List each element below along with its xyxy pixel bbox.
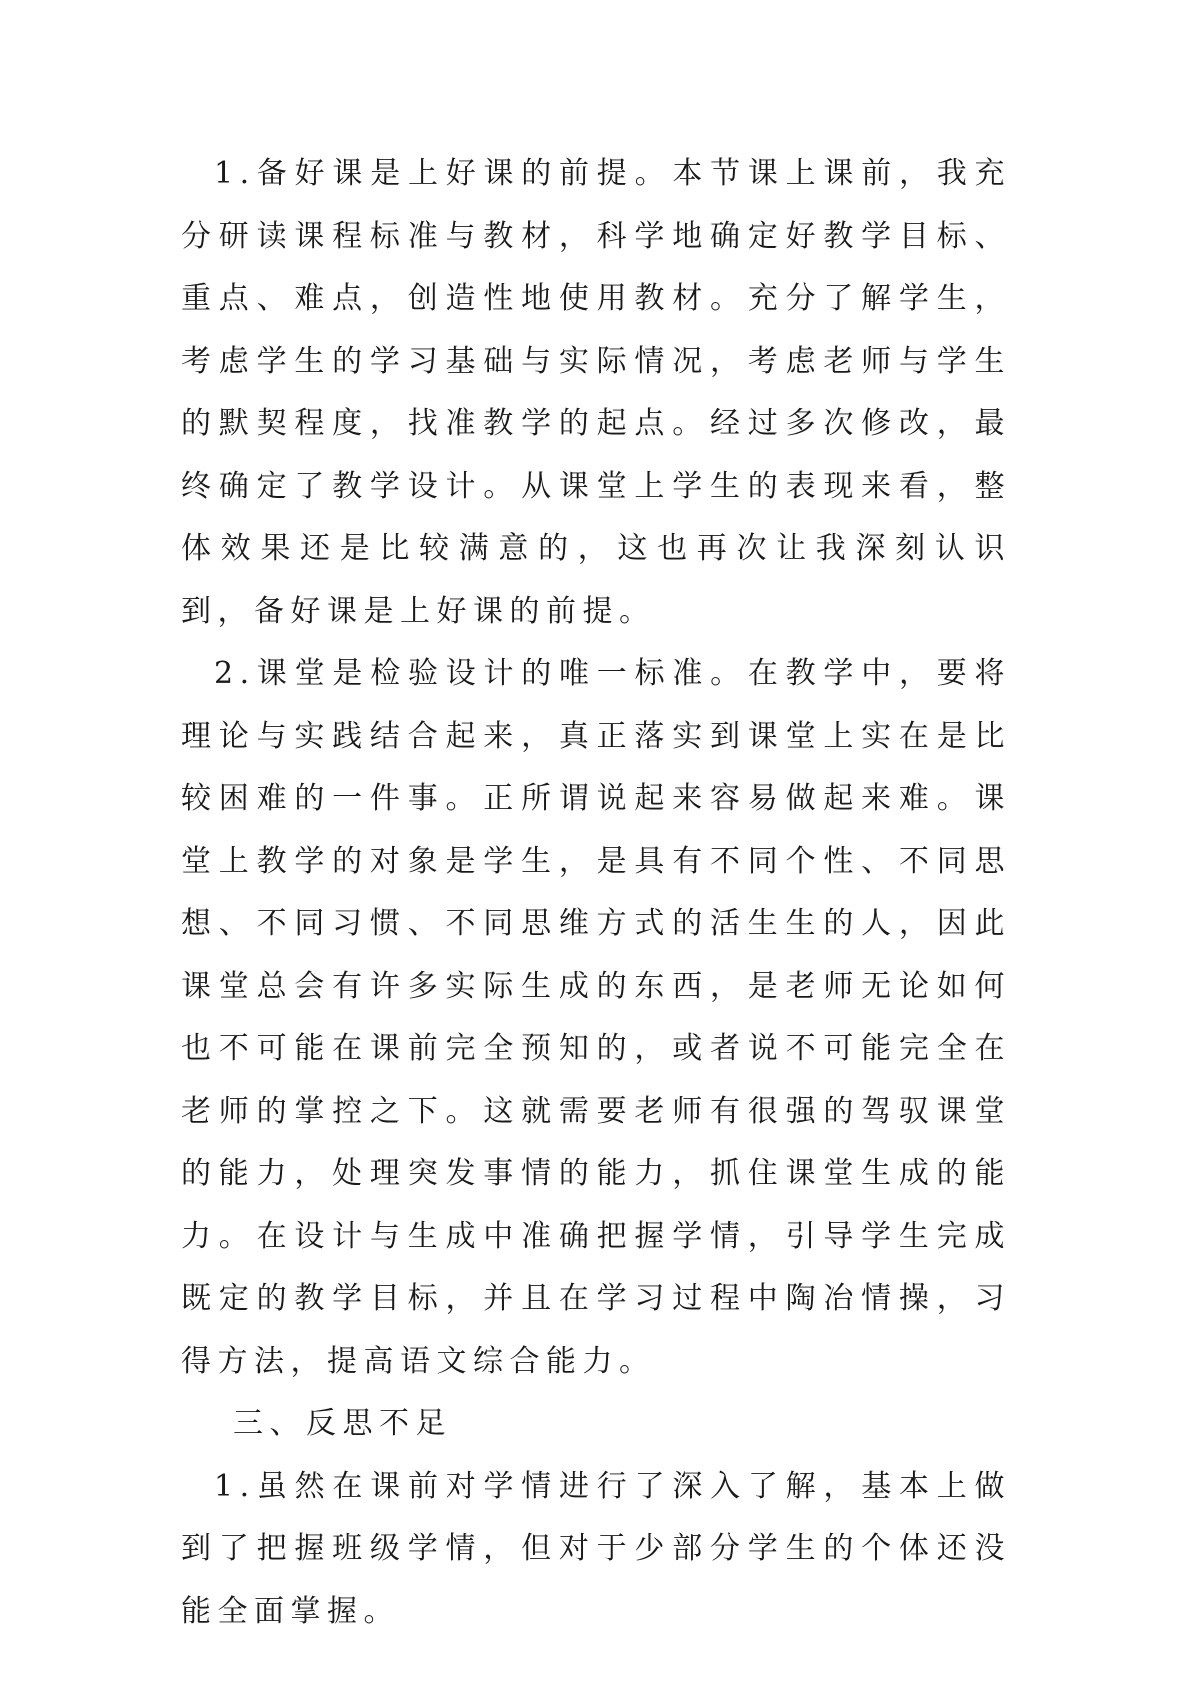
paragraph-classroom-standard: 2.课堂是检验设计的唯一标准。在教学中，要将理论与实践结合起来，真正落实到课堂上实在是比较困难的一件事。正所谓说起来容易做起来难。课堂上教学的对象是学生，是具有不同个性、不同思想、不同习惯、不同思维方式的活生生的人，因此课堂总会有许多实际生成的东西，是老师无论如何也不可能在课前完全预知的，或者说不可能完全在老师的掌控之下。这就需要老师有很强的驾驭课堂的能力，处理突发事情的能力，抓住课堂生成的能力。在设计与生成中准确把握学情，引导学生完成既定的教学目标，并且在学习过程中陶冶情操，习得方法，提高语文综合能力。 xyxy=(181,656,1011,1379)
section-heading-reflection: 三、反思不足 xyxy=(233,1406,452,1441)
paragraph-shortcoming: 1.虽然在课前对学情进行了深入了解，基本上做到了把握班级学情，但对于少部分学生的个体还没能全面掌握。 xyxy=(181,1468,1011,1629)
paragraph-preparation: 1.备好课是上好课的前提。本节课上课前，我充分研读课程标准与教材，科学地确定好教学目标、重点、难点，创造性地使用教材。充分了解学生，考虑学生的学习基础与实际情况，考虑老师与学生的默契程度，找准教学的起点。经过多次修改，最终确定了教学设计。从课堂上学生的表现来看，整体效果还是比较满意的，这也再次让我深刻认识到，备好课是上好课的前提。 xyxy=(181,156,1011,629)
document-body xyxy=(181,143,1011,1643)
